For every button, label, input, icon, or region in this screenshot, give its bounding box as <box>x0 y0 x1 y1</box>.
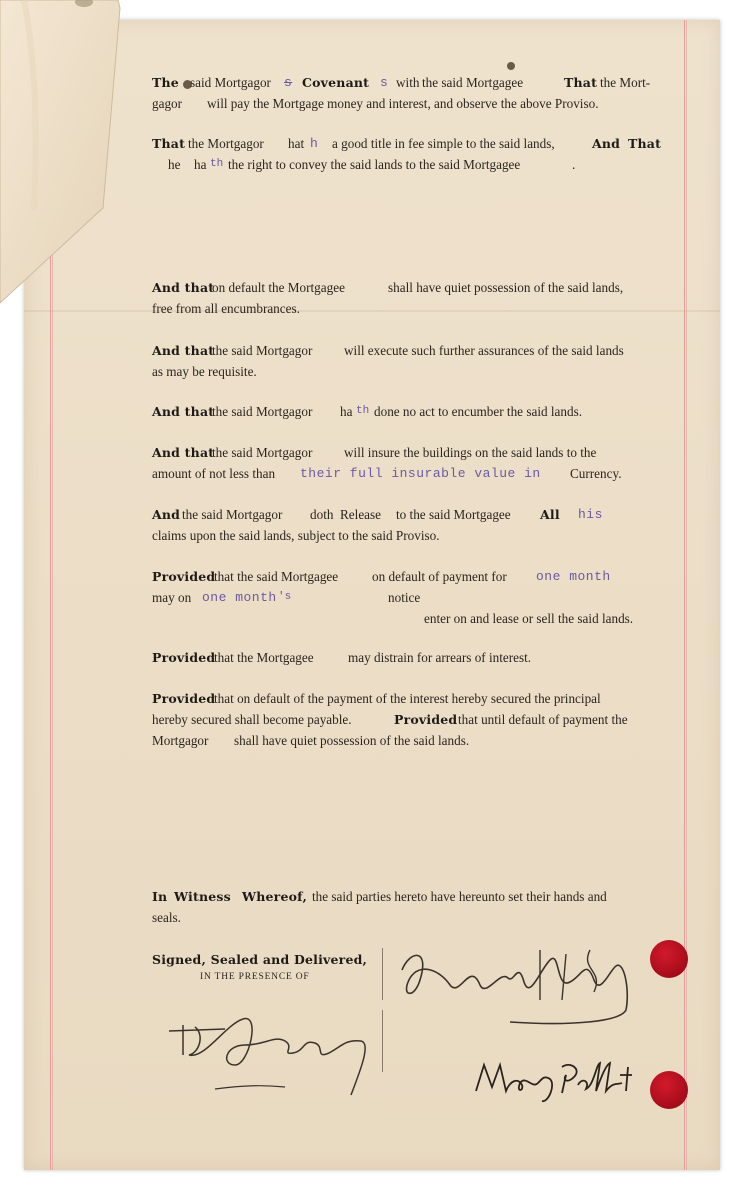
text: . <box>572 157 576 172</box>
covenant-clause <box>152 72 662 114</box>
assurances-clause <box>152 340 662 382</box>
text: he <box>168 157 181 172</box>
blackletter-and: And <box>592 136 621 151</box>
text: the Mortgagor <box>188 136 264 151</box>
text: with <box>396 75 420 90</box>
blackletter-in: In <box>152 889 168 904</box>
typed-his: his <box>578 507 603 522</box>
insure-clause <box>152 442 662 484</box>
text: that until default of payment the <box>458 712 628 727</box>
text: to the said Mortgagee <box>396 507 511 522</box>
wax-seal <box>650 940 688 978</box>
signature-witness <box>165 1005 380 1105</box>
wax-seal <box>650 1071 688 1109</box>
release-clause <box>152 504 662 546</box>
typed-apostrophe-s: 's <box>278 591 292 603</box>
text: seals. <box>152 910 181 925</box>
witness-clause <box>152 886 662 928</box>
covenant-word: Covenant <box>302 75 370 90</box>
blackletter-that: That <box>564 75 598 90</box>
text: as may be requisite. <box>152 364 257 379</box>
text: hereby secured shall become payable. <box>152 712 352 727</box>
text: will execute such further assurances of the said lands <box>344 343 624 358</box>
typed-s: s <box>380 75 389 90</box>
typed-value: their full insurable value in <box>300 466 541 481</box>
blackletter-that: That <box>152 136 186 151</box>
blackletter-and-that: And that <box>152 280 215 295</box>
text: ha <box>340 404 353 419</box>
text: said Mortgagor <box>190 75 271 90</box>
typed-one-month: one month <box>536 569 611 584</box>
text: the said Mortgagor <box>212 445 313 460</box>
blackletter-and-that: And that <box>152 343 215 358</box>
text: will pay the Mortgage money and interest, and observe the above Proviso. <box>207 96 599 111</box>
provided-distrain-clause <box>152 647 662 668</box>
signature-bracket <box>382 1010 383 1072</box>
blackletter-that: That <box>628 136 662 151</box>
provided-principal-clause <box>152 688 662 751</box>
provided-sale-clause <box>152 566 662 629</box>
text: free from all encumbrances. <box>152 301 300 316</box>
text: done no act to encumber the said lands. <box>374 404 583 419</box>
text: Currency. <box>570 466 622 481</box>
release-word: Release <box>340 507 382 522</box>
blackletter-provided: Provided <box>394 712 458 727</box>
signature-mary-pallett <box>470 1055 640 1105</box>
struck-letter: s <box>284 75 293 90</box>
right-margin-rule-2 <box>686 20 687 1170</box>
text: claims upon the said lands, subject to the said Proviso. <box>152 528 440 543</box>
text: the said Mortgagor <box>212 343 313 358</box>
no-act-clause <box>152 401 662 422</box>
text: hat <box>288 136 305 151</box>
text: a good title in fee simple to the said lands, <box>332 136 555 151</box>
text: the said parties hereto have hereunto set their hands and <box>312 889 607 904</box>
blackletter-provided: Provided <box>152 691 216 706</box>
typed-th: th <box>356 405 370 417</box>
blackletter-provided: Provided <box>152 569 216 584</box>
text: on default the Mortgagee <box>212 280 345 295</box>
blackletter-all: All <box>540 507 560 522</box>
blackletter-and-that: And that <box>152 404 215 419</box>
text: amount of not less than <box>152 466 276 481</box>
text: the said Mortgagor <box>182 507 283 522</box>
signature-bracket <box>382 948 383 1000</box>
typed-one-month: one month <box>202 590 277 605</box>
blackletter-whereof: Whereof, <box>242 889 308 904</box>
blackletter-provided: Provided <box>152 650 216 665</box>
signed-sealed-delivered: Signed, Sealed and Delivered, <box>152 952 368 967</box>
blackletter-and-that: And that <box>152 445 215 460</box>
text: the said Mortgagee <box>422 75 524 90</box>
blackletter-and: And <box>152 507 181 522</box>
text: that the said Mortgagee <box>214 569 339 584</box>
blackletter-witness: Witness <box>174 889 231 904</box>
text: the Mort- <box>600 75 651 90</box>
text: Mortgagor <box>152 733 209 748</box>
typed-h: h <box>310 136 319 151</box>
text: enter on and lease or sell the said lands. <box>424 611 634 626</box>
punch-hole <box>507 62 515 70</box>
right-margin-rule <box>684 20 685 1170</box>
signature-mortgagor-1 <box>390 930 650 1030</box>
text: notice <box>388 590 421 605</box>
typed-th: th <box>210 158 224 170</box>
text: doth <box>310 507 334 522</box>
text: ha <box>194 157 207 172</box>
folded-paper-tab <box>0 0 130 310</box>
text: that the Mortgagee <box>214 650 314 665</box>
text: gagor <box>152 96 183 111</box>
blackletter-the: The <box>152 75 179 90</box>
text: may on <box>152 590 192 605</box>
text: shall have quiet possession of the said lands. <box>234 733 470 748</box>
possession-clause <box>152 277 662 319</box>
text: will insure the buildings on the said lands to the <box>344 445 597 460</box>
text: on default of payment for <box>372 569 507 584</box>
text: that on default of the payment of the interest hereby secured the principal <box>214 691 601 706</box>
text: may distrain for arrears of interest. <box>348 650 532 665</box>
text: the said Mortgagor <box>212 404 313 419</box>
text: the right to convey the said lands to the said Mortgagee <box>228 157 521 172</box>
title-clause <box>152 133 662 175</box>
text: shall have quiet possession of the said lands, <box>388 280 624 295</box>
in-presence-of: IN THE PRESENCE OF <box>200 972 310 982</box>
